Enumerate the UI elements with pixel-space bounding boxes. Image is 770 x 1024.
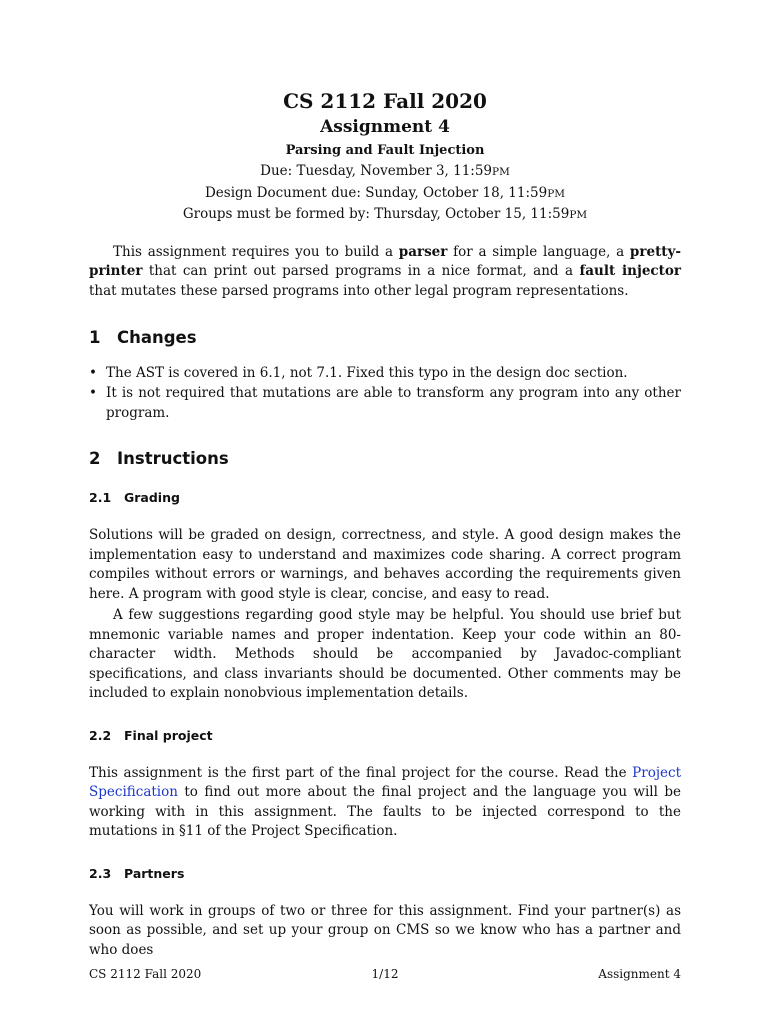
section-heading-instructions: 2 Instructions: [89, 449, 229, 468]
project-specification-link[interactable]: Project Specification: [89, 764, 681, 800]
assignment-subtitle: Assignment 4: [320, 117, 450, 137]
grading-paragraph-1: Solutions will be graded on design, correctness, and style. A good design makes the implementation easy to understand and maximizes code sharing. A correct program compiles without errors or warnings, and behaves according the requirements given here. A program with good style is clear, concise, and easy to read.: [89, 527, 681, 602]
partners-paragraph: You will work in groups of two or three for this assignment. Find your partner(s) as soon as possible, and set up your group on CMS so we know who has a partner and who does: [89, 902, 681, 958]
grading-paragraph-2: A few suggestions regarding good style may be helpful. You should use brief but mnemonic variable names and proper indentation. Keep your code within an 80-character width. Methods should be accompanied by Javadoc-compliant specifications, and class invariants should be documented. Other comments may be included to explain nonobvious implementation details.: [89, 607, 681, 701]
footer-assignment: Assignment 4: [598, 967, 681, 981]
page-footer: [89, 964, 681, 984]
intro-paragraph: This assignment requires you to build a parser for a simple language, a pretty-printer that can print out parsed programs in a nice format, and a fault injector that mutates these parsed programs into other legal program representations.: [89, 243, 681, 299]
document-page: [89, 88, 681, 960]
list-item: • It is not required that mutations are able to transform any program into any other program.: [89, 385, 681, 421]
changes-list: [89, 363, 681, 423]
list-item: • The AST is covered in 6.1, not 7.1. Fixed this typo in the design doc section.: [89, 365, 628, 381]
subsection-heading-final-project: 2.2 Final project: [89, 727, 213, 743]
assignment-topic: Parsing and Fault Injection: [285, 143, 485, 158]
groups-deadline: Groups must be formed by: Thursday, October 15, 11:59PM: [182, 206, 588, 222]
subsection-heading-grading: 2.1 Grading: [89, 490, 180, 505]
footer-course: CS 2112 Fall 2020: [89, 967, 202, 981]
page-title: CS 2112 Fall 2020: [283, 89, 487, 113]
design-doc-due-date: Design Document due: Sunday, October 18, 11:59PM: [204, 184, 566, 201]
section-heading-changes: 1 Changes: [89, 328, 197, 347]
final-project-paragraph: This assignment is the first part of the final project for the course. Read the Project Specification to find out more about the final project and the language you will be working with in this assignment. The faults to be injected correspond to the mutations in §11 of the Project Specification.: [89, 764, 681, 839]
due-date: Due: Tuesday, November 3, 11:59PM: [260, 163, 510, 179]
subsection-heading-partners: 2.3 Partners: [89, 865, 185, 881]
footer-page-number: 1/12: [371, 967, 399, 981]
